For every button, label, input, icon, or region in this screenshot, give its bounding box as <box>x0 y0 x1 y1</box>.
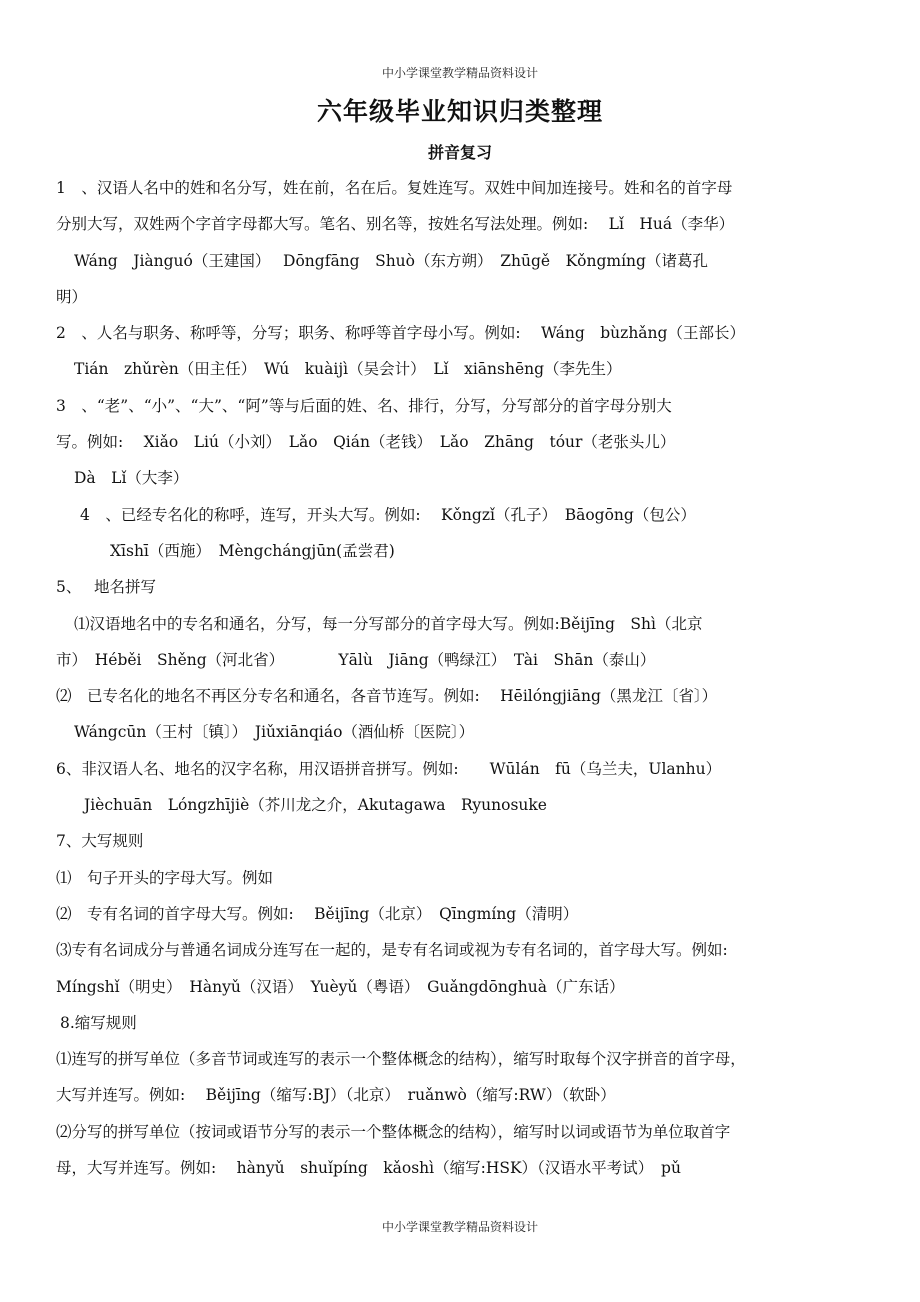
text-line: ⑵ 专有名词的首字母大写。例如: Běijīng（北京） Qīngmíng（清明） <box>56 904 579 923</box>
text-line: ⑴连写的拼写单位（多音节词或连写的表示一个整体概念的结构），缩写时取每个汉字拼音的首字母， <box>56 1050 746 1069</box>
text-line: 8.缩写规则 <box>60 1013 137 1032</box>
text-line: ⑵分写的拼写单位（按词或语节分写的表示一个整体概念的结构），缩写时以词或语节为单位取首字 <box>56 1122 731 1141</box>
document-title: 六年级毕业知识归类整理 <box>316 97 603 126</box>
text-line: 市） Héběi Shěng（河北省） Yālù Jiāng（鸭绿江） Tài Shān（泰山） <box>56 650 656 669</box>
text-line: 写。例如: Xiǎo Liú（小刘） Lǎo Qián（老钱） Lǎo Zhāng tóur（老张头儿） <box>56 433 676 452</box>
section-subtitle: 拼音复习 <box>427 143 492 162</box>
text-line: Jièchuān Lóngzhījiè（芥川龙之介，Akutagawa Ryunosuke <box>84 796 547 815</box>
text-line: 4 、已经专名化的称呼，连写，开头大写。例如: Kǒngzǐ（孔子） Bāogōng（包公） <box>80 505 696 524</box>
text-line: 2 、人名与职务、称呼等，分写；职务、称呼等首字母小写。例如: Wáng bùzhǎng（王部长） <box>56 324 745 343</box>
text-line: ⑶专有名词成分与普通名词成分连写在一起的，是专有名词或视为专有名词的，首字母大写。例如: <box>56 941 728 960</box>
text-line: 3 、“老”、“小”、“大”、“阿”等与后面的姓、名、排行，分写，分写部分的首字母分别大 <box>56 396 672 415</box>
text-line: ⑴汉语地名中的专名和通名，分写，每一分写部分的首字母大写。例如:Běijīng Shì（北京 <box>74 614 703 633</box>
text-line: 7、大写规则 <box>56 832 144 851</box>
text-line: 明） <box>56 287 88 306</box>
text-line: 母，大写并连写。例如: hànyǔ shuǐpíng kǎoshì（缩写:HSK）（汉语水平考试） pǔ <box>56 1159 681 1178</box>
text-line: Dà Lǐ（大李） <box>74 469 189 488</box>
document-body <box>56 170 874 1186</box>
text-line: 1 、汉语人名中的姓和名分写，姓在前，名在后。复姓连写。双姓中间加连接号。姓和名的首字母 <box>56 179 733 197</box>
page-header: 中小学课堂教学精品资料设计 <box>381 66 538 80</box>
text-line: 6、非汉语人名、地名的汉字名称，用汉语拼音拼写。例如: Wūlán fū（乌兰夫，Ulanhu） <box>56 759 722 778</box>
text-line: Wáng Jiànguó（王建国） Dōngfāng Shuò（东方朔） Zhūgě Kǒngmíng（诸葛孔 <box>74 251 708 270</box>
text-line: 大写并连写。例如: Běijīng（缩写:BJ）（北京） ruǎnwò（缩写:RW）（软卧） <box>56 1086 616 1105</box>
text-line: 分别大写，双姓两个字首字母都大写。笔名、别名等，按姓名写法处理。例如: Lǐ Huá（李华） <box>56 215 735 234</box>
text-line: Tián zhǔrèn（田主任） Wú kuàijì（吴会计） Lǐ xiānshēng（李先生） <box>74 360 622 379</box>
text-line: Xīshī（西施） Mèngchángjūn(孟尝君) <box>110 541 395 560</box>
text-line: ⑴ 句子开头的字母大写。例如 <box>56 868 274 887</box>
text-line: 5、 地名拼写 <box>56 578 157 597</box>
text-line: Wángcūn（王村〔镇〕） Jiǔxiānqiáo（酒仙桥〔医院〕） <box>74 723 475 742</box>
text-line: ⑵ 已专名化的地名不再区分专名和通名，各音节连写。例如: Hēilóngjiāng（黑龙江〔省〕） <box>56 687 718 706</box>
text-line: Míngshǐ（明史） Hànyǔ（汉语） Yuèyǔ（粤语） Guǎngdōnghuà（广东话） <box>56 977 625 996</box>
page-footer: 中小学课堂教学精品资料设计 <box>381 1220 538 1234</box>
